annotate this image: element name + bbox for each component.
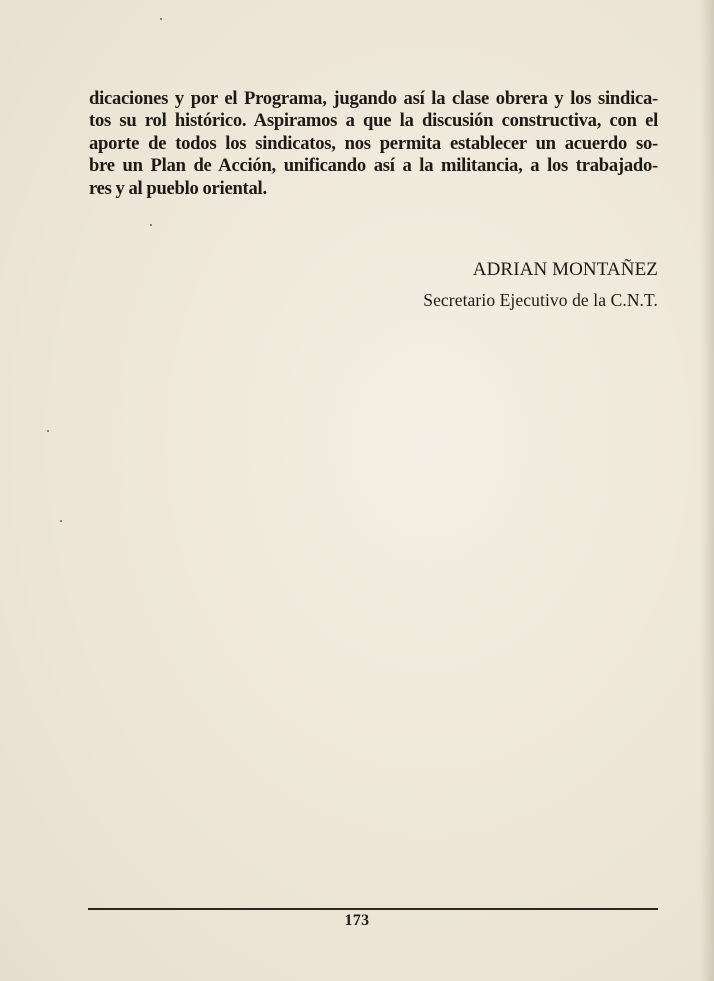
- signature-block: [423, 258, 658, 312]
- page-edge-shadow: [700, 0, 714, 981]
- paragraph-line-4: bre un Plan de Acción, unificando así a la militancia, a los trabajado-: [89, 155, 658, 177]
- page-number: 173: [344, 912, 370, 929]
- paper-speck: [60, 520, 62, 522]
- signatory-title: Secretario Ejecutivo de la C.N.T.: [423, 290, 658, 310]
- paragraph-line-3: aporte de todos los sindicatos, nos permita establecer un acuerdo so-: [89, 132, 658, 154]
- paper-speck: [160, 18, 162, 20]
- paper-speck: [47, 430, 49, 432]
- paragraph-line-1: dicaciones y por el Programa, jugando así la clase obrera y los sindica-: [89, 88, 658, 109]
- footer-rule: [88, 908, 658, 910]
- paragraph-line-5: res y al pueblo oriental.: [89, 177, 267, 199]
- body-paragraph: [89, 88, 658, 200]
- paragraph-line-2: tos su rol histórico. Aspiramos a que la discusión constructiva, con el: [89, 110, 658, 132]
- paper-speck: [150, 224, 152, 226]
- signatory-name: ADRIAN MONTAÑEZ: [472, 259, 658, 280]
